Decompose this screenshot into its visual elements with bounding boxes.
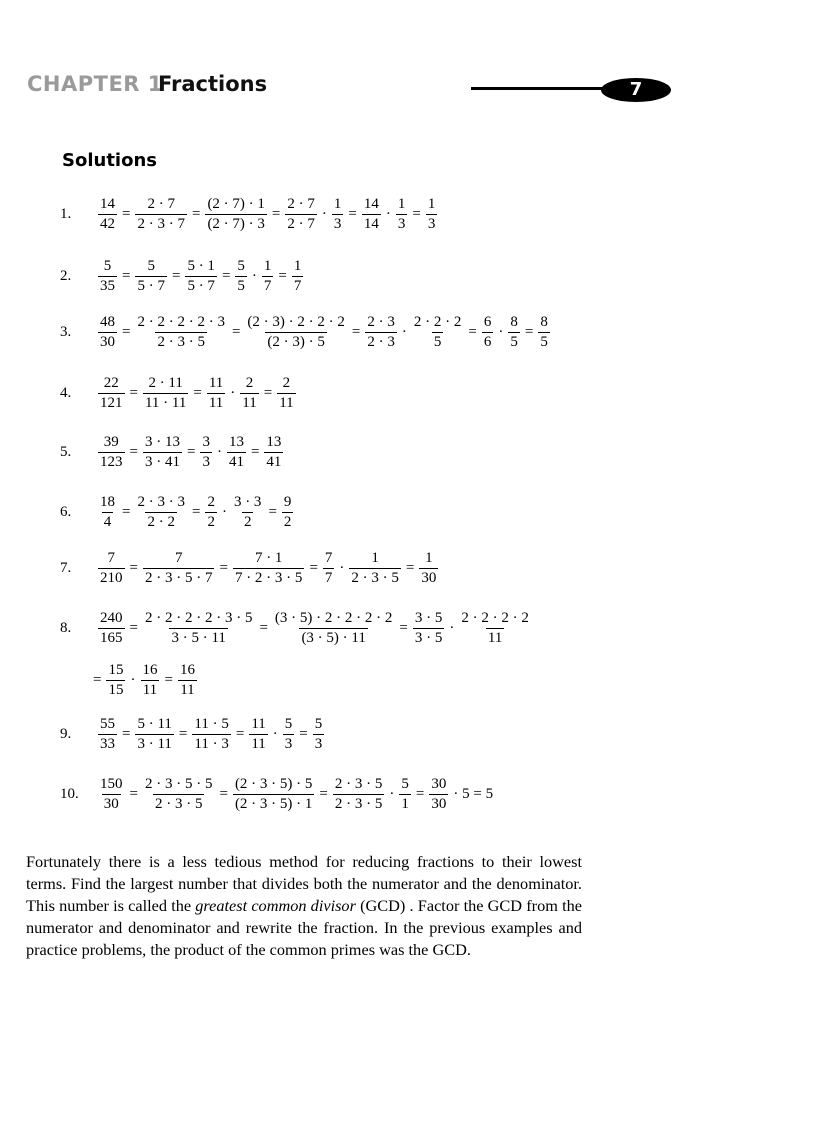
denominator: 2 · 3 · 5 (334, 796, 383, 812)
math-operator: = (268, 504, 277, 520)
math-operator: = (186, 444, 196, 460)
denominator: 11 (487, 630, 503, 646)
denominator: 11 (208, 395, 224, 411)
denominator: 35 (100, 278, 115, 294)
denominator: 11 (180, 682, 195, 698)
fraction (292, 258, 304, 295)
numerator: 150 (100, 776, 123, 792)
solution-number: 5. (60, 444, 72, 460)
solution-row (60, 314, 552, 351)
numerator: (2 · 3) · 2 · 2 · 2 (247, 314, 345, 330)
solution-number: 4. (60, 385, 72, 401)
math-operator: · (449, 620, 455, 636)
denominator: (2 · 3) · 5 (267, 334, 325, 350)
fraction (412, 314, 464, 351)
numerator: 3 · 3 (233, 494, 262, 510)
math-operator: = (405, 560, 415, 576)
denominator: 2 (283, 514, 292, 530)
numerator: 1 (397, 196, 406, 212)
solution-row (60, 550, 440, 587)
fraction (143, 434, 182, 471)
math-operator: · (339, 560, 345, 576)
solution-number: 10. (60, 786, 79, 802)
numerator: 16 (142, 662, 158, 678)
math-operator: = (129, 385, 138, 401)
denominator: 1 (401, 796, 409, 812)
math-operator: = (193, 385, 202, 401)
math-operator: = (122, 504, 131, 520)
math-operator: = (219, 786, 228, 802)
denominator: 2 · 7 (287, 216, 315, 232)
math-operator: = (164, 672, 173, 688)
numerator: 2 · 7 (287, 196, 315, 212)
fraction (419, 550, 438, 587)
math-operator: = (221, 268, 231, 284)
math-operator: = (122, 206, 131, 222)
numerator: 11 (208, 375, 224, 391)
numerator: 39 (103, 434, 119, 450)
fraction (227, 434, 246, 471)
fraction (285, 196, 317, 233)
fraction (362, 196, 381, 233)
numerator: 5 · 1 (187, 258, 215, 274)
math-operator: = (263, 385, 273, 401)
numerator: 5 (237, 258, 245, 274)
solution-number: 7. (60, 560, 72, 576)
numerator: 2 · 3 (367, 314, 395, 330)
denominator: 42 (100, 216, 115, 232)
numerator: 9 (283, 494, 292, 510)
fraction (143, 776, 215, 813)
numerator: 1 (425, 550, 433, 566)
numerator: 7 (174, 550, 183, 566)
numerator: 11 · 5 (194, 716, 229, 732)
numerator: 2 · 2 · 2 (413, 314, 462, 330)
paragraph-emphasis: greatest common divisor (195, 896, 356, 915)
fraction (273, 610, 394, 647)
fraction (426, 196, 438, 233)
numerator: 7 (107, 550, 115, 566)
math-operator: = (129, 444, 138, 460)
fraction (233, 550, 305, 587)
fraction (106, 662, 125, 699)
numerator: 1 (333, 196, 342, 212)
math-operator: · (221, 504, 227, 520)
math-operator: · (272, 726, 278, 742)
denominator: 4 (103, 514, 112, 530)
numerator: 8 (510, 314, 518, 330)
chapter-header (27, 72, 677, 104)
denominator: (2 · 7) · 3 (207, 216, 265, 232)
numerator: 5 (103, 258, 112, 274)
math-operator: = (351, 324, 361, 340)
denominator: (3 · 5) · 11 (301, 630, 366, 646)
denominator: 3 · 41 (144, 454, 180, 470)
denominator: 7 · 2 · 3 · 5 (234, 570, 303, 586)
numerator: 240 (100, 610, 123, 626)
fraction (233, 776, 314, 813)
math-operator: = (319, 786, 328, 802)
denominator: 15 (108, 682, 124, 698)
math-operator: = (250, 444, 260, 460)
denominator: 33 (100, 736, 115, 752)
denominator: 3 (314, 736, 323, 752)
fraction (178, 662, 197, 699)
denominator: 11 · 11 (144, 395, 187, 411)
fraction (185, 258, 217, 295)
solution-number: 3. (60, 324, 72, 340)
math-operator: = (191, 504, 201, 520)
chapter-title: Fractions (158, 72, 268, 96)
fraction (98, 776, 125, 813)
math-operator: = (219, 560, 228, 576)
fraction (135, 494, 187, 531)
fraction (538, 314, 550, 351)
denominator: 2 · 3 · 5 (351, 570, 399, 586)
fraction (207, 375, 225, 412)
fraction (365, 314, 397, 351)
fraction (98, 610, 125, 647)
numerator: 1 (263, 258, 272, 274)
numerator: 15 (108, 662, 124, 678)
numerator: (2 · 7) · 1 (207, 196, 265, 212)
math-operator: = (231, 324, 241, 340)
denominator: 165 (100, 630, 123, 646)
solution-number: 6. (60, 504, 72, 520)
denominator: 2 · 3 · 5 · 7 (144, 570, 213, 586)
fraction (135, 258, 167, 295)
denominator: 11 (142, 682, 158, 698)
fraction (232, 494, 264, 531)
numerator: 18 (100, 494, 115, 510)
numerator: 5 (401, 776, 409, 792)
math-operator: = (235, 726, 245, 742)
denominator: 5 · 7 (137, 278, 165, 294)
math-operator: = (271, 206, 281, 222)
fraction (143, 550, 215, 587)
fraction (205, 196, 266, 233)
denominator: 11 · 3 (194, 736, 229, 752)
denominator: 2 · 3 · 5 (154, 796, 203, 812)
numerator: 16 (179, 662, 195, 678)
denominator: 3 · 5 · 11 (171, 630, 226, 646)
fraction (98, 196, 117, 233)
denominator: 11 (242, 395, 257, 411)
math-operator: · (216, 444, 222, 460)
denominator: 2 · 2 (147, 514, 175, 530)
numerator: 13 (228, 434, 244, 450)
fraction (143, 375, 188, 412)
solution-row (60, 716, 326, 753)
numerator: 1 (427, 196, 436, 212)
numerator: 2 · 2 · 2 · 2 · 3 (137, 314, 225, 330)
fraction (459, 610, 531, 647)
denominator: 6 (483, 334, 492, 350)
fraction (249, 716, 267, 753)
denominator: 14 (363, 216, 379, 232)
chapter-label: CHAPTER 1 (27, 72, 163, 96)
fraction (235, 258, 247, 295)
fraction (399, 776, 411, 813)
solution-row (60, 258, 305, 295)
denominator: 30 (431, 796, 447, 812)
math-operator: = (129, 560, 138, 576)
fraction (192, 716, 230, 753)
numerator: 2 (245, 375, 254, 391)
fraction (482, 314, 494, 351)
numerator: 3 · 13 (144, 434, 180, 450)
numerator: 2 · 3 · 5 (334, 776, 383, 792)
paragraph-before: Fortunately there is a less tedious method for reducing fractions to their lowest terms. Find the largest number that divides both the numerator and the denominator. This number is called the (26, 852, 582, 915)
denominator: 5 · 7 (187, 278, 215, 294)
numerator: 5 (147, 258, 155, 274)
denominator: 2 (207, 514, 215, 530)
denominator: 5 (540, 334, 548, 350)
numerator: 3 (202, 434, 210, 450)
solution-row (60, 494, 295, 531)
numerator: 2 · 3 · 5 · 5 (144, 776, 213, 792)
denominator: 3 · 11 (137, 736, 172, 752)
fraction (413, 610, 445, 647)
denominator: 7 (293, 278, 302, 294)
numerator: 3 · 5 (414, 610, 443, 626)
solution-number: 2. (60, 268, 72, 284)
denominator: 3 (427, 216, 436, 232)
denominator: 7 (324, 570, 333, 586)
math-operator: = (348, 206, 357, 222)
math-operator: = (415, 786, 425, 802)
fraction (135, 196, 187, 233)
fraction (332, 196, 344, 233)
denominator: 3 (284, 736, 293, 752)
denominator: 11 (279, 395, 294, 411)
math-operator: = (129, 786, 138, 802)
numerator: 48 (100, 314, 115, 330)
page-number-badge: 7 (601, 78, 671, 102)
denominator: 5 (433, 334, 442, 350)
fraction (98, 550, 125, 587)
denominator: 5 (510, 334, 518, 350)
fraction (429, 776, 448, 813)
fraction (143, 610, 254, 647)
fraction (313, 716, 325, 753)
math-operator: · (230, 385, 236, 401)
math-operator: · (389, 786, 395, 802)
math-operator: = (93, 672, 102, 688)
fraction (98, 258, 117, 295)
numerator: 2 (207, 494, 215, 510)
fraction (283, 716, 295, 753)
solution-number: 1. (60, 206, 72, 222)
numerator: 2 · 7 (147, 196, 175, 212)
denominator: 11 (251, 736, 266, 752)
fraction (140, 662, 159, 699)
numerator: 2 · 2 · 2 · 2 (461, 610, 529, 626)
math-operator: · (130, 672, 136, 688)
denominator: 30 (100, 334, 115, 350)
denominator: (2 · 3 · 5) · 1 (234, 796, 313, 812)
math-operator: = (178, 726, 188, 742)
math-operator: = (524, 324, 534, 340)
math-operator: = (122, 726, 131, 742)
solution-row (60, 375, 298, 412)
math-operator: · (401, 324, 407, 340)
fraction (200, 434, 212, 471)
fraction (323, 550, 335, 587)
numerator: 6 (483, 314, 492, 330)
solution-row (60, 434, 285, 471)
numerator: 1 (293, 258, 302, 274)
numerator: 11 (251, 716, 266, 732)
math-operator: = (299, 726, 308, 742)
denominator: 41 (266, 454, 282, 470)
fraction (333, 776, 385, 813)
numerator: 2 · 3 · 3 (137, 494, 185, 510)
math-operator: = (468, 324, 477, 340)
fraction (396, 196, 408, 233)
solution-row (90, 662, 199, 699)
denominator: 123 (100, 454, 123, 470)
math-operator: = (259, 620, 268, 636)
fraction (240, 375, 258, 412)
denominator: 30 (103, 796, 119, 812)
section-title: Solutions (62, 150, 157, 171)
denominator: 3 (397, 216, 406, 232)
fraction (205, 494, 217, 531)
math-operator: · (498, 324, 504, 340)
fraction (282, 494, 294, 531)
math-operator: = (129, 620, 138, 636)
numerator: 7 (324, 550, 333, 566)
denominator: 2 (243, 514, 252, 530)
fraction (98, 494, 117, 531)
math-operator: = (399, 620, 408, 636)
math-operator: · 5 = 5 (453, 786, 494, 802)
numerator: 2 · 2 · 2 · 2 · 3 · 5 (144, 610, 253, 626)
numerator: 7 · 1 (254, 550, 283, 566)
math-operator: · (321, 206, 327, 222)
fraction (245, 314, 346, 351)
fraction (98, 314, 117, 351)
numerator: 2 · 11 (148, 375, 183, 391)
denominator: 121 (100, 395, 123, 411)
denominator: 2 · 3 · 5 (157, 334, 205, 350)
numerator: 5 (314, 716, 323, 732)
denominator: 2 · 3 (367, 334, 395, 350)
math-operator: = (412, 206, 421, 222)
explanation-paragraph (26, 851, 582, 961)
denominator: 7 (263, 278, 272, 294)
math-operator: = (191, 206, 201, 222)
math-operator: = (122, 268, 131, 284)
numerator: 13 (266, 434, 282, 450)
fraction (262, 258, 274, 295)
fraction (264, 434, 283, 471)
denominator: 3 (202, 454, 210, 470)
numerator: 5 · 11 (137, 716, 172, 732)
numerator: 5 (284, 716, 293, 732)
fraction (135, 314, 226, 351)
numerator: 14 (100, 196, 115, 212)
fraction (349, 550, 401, 587)
numerator: (2 · 3 · 5) · 5 (234, 776, 313, 792)
denominator: 3 (333, 216, 342, 232)
numerator: 22 (103, 375, 119, 391)
math-operator: = (278, 268, 287, 284)
fraction (135, 716, 173, 753)
denominator: 41 (228, 454, 244, 470)
numerator: 8 (540, 314, 548, 330)
math-operator: · (385, 206, 391, 222)
denominator: 210 (100, 570, 123, 586)
paragraph-text (26, 851, 582, 961)
solution-number: 8. (60, 620, 72, 636)
fraction (98, 375, 125, 412)
numerator: (3 · 5) · 2 · 2 · 2 · 2 (274, 610, 393, 626)
solution-row (60, 776, 496, 813)
fraction (277, 375, 295, 412)
denominator: 2 · 3 · 7 (137, 216, 185, 232)
numerator: 55 (100, 716, 115, 732)
solution-row (60, 196, 439, 233)
numerator: 14 (363, 196, 379, 212)
numerator: 1 (371, 550, 379, 566)
numerator: 2 (282, 375, 291, 391)
math-operator: = (171, 268, 181, 284)
solution-row (60, 610, 533, 647)
denominator: 5 (237, 278, 245, 294)
fraction (508, 314, 520, 351)
denominator: 30 (421, 570, 437, 586)
solution-number: 9. (60, 726, 72, 742)
fraction (98, 434, 125, 471)
math-operator: · (251, 268, 257, 284)
numerator: 30 (431, 776, 447, 792)
fraction (98, 716, 117, 753)
paragraph-after: (GCD) . Factor the GCD from the numerator and denominator and rewrite the fraction. In the previous examples and practice problems, the product of the common primes was the GCD. (26, 896, 582, 959)
math-operator: = (122, 324, 131, 340)
math-operator: = (309, 560, 318, 576)
denominator: 3 · 5 (414, 630, 443, 646)
